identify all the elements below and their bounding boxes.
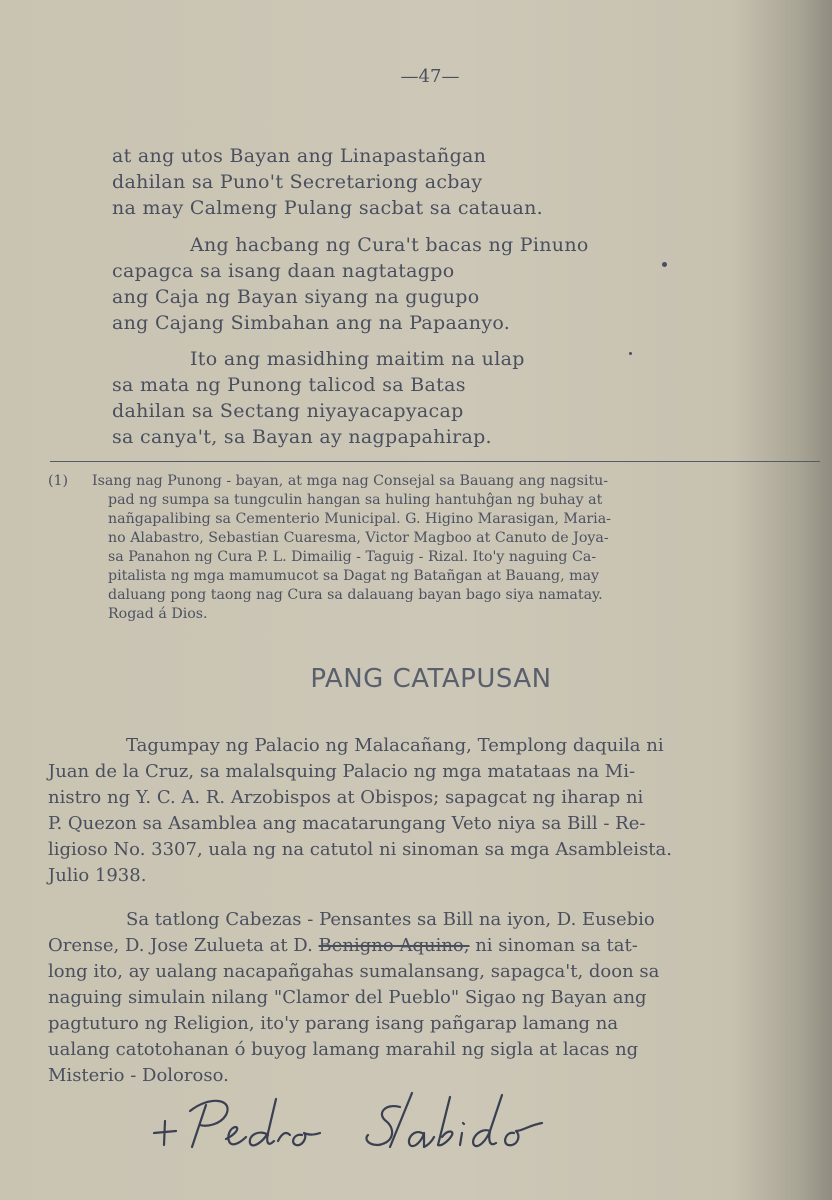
verse-line: dahilan sa Sectang niyayacapyacap [112, 400, 464, 422]
page-number: —47— [400, 66, 460, 87]
paragraph-line: Julio 1938. [48, 865, 147, 886]
footnote-line: pitalista ng mga mamumucot sa Dagat ng Batañgan at Bauang, may [108, 568, 600, 584]
paragraph-line: Tagumpay ng Palacio ng Malacañang, Templong daquila ni [126, 735, 664, 756]
stanza-3 [112, 346, 525, 450]
paragraph-line: Juan de la Cruz, sa malalsquing Palacio ng mga matataas na Mi- [48, 761, 636, 782]
ink-dot [662, 262, 667, 267]
ink-dot [629, 352, 632, 355]
paragraph-line: long ito, ay ualang nacapañgahas sumalansang, sapagca't, doon sa [48, 961, 660, 982]
verse-line: dahilan sa Puno't Secretariong acbay [112, 171, 483, 193]
footnote-divider [50, 461, 820, 462]
footnote-line: daluang pong taong nag Cura sa dalauang bayan bago siya namatay. [108, 587, 603, 603]
footnote-line: no Alabastro, Sebastian Cuaresma, Victor Magboo at Canuto de Joya- [108, 530, 609, 546]
section-heading: PANG CATAPUSAN [310, 664, 552, 694]
paragraph-line: Sa tatlong Cabezas - Pensantes sa Bill na iyon, D. Eusebio [126, 909, 655, 930]
paragraph-text: Orense, D. Jose Zulueta at D. [48, 935, 319, 956]
paragraph-line: naguing simulain nilang "Clamor del Pueblo" Sigao ng Bayan ang [48, 987, 647, 1008]
verse-line: at ang utos Bayan ang Linapastañgan [112, 145, 487, 167]
footnote-body [92, 472, 611, 624]
paragraph-line: P. Quezon sa Asamblea ang macatarungang Veto niya sa Bill - Re- [48, 813, 646, 834]
verse-line: sa canya't, sa Bayan ay nagpapahirap. [112, 426, 492, 448]
stanza-1 [112, 143, 543, 221]
paragraph-1 [48, 733, 820, 889]
footnote-line: Isang nag Punong - bayan, at mga nag Consejal sa Bauang ang nagsitu- [92, 473, 609, 489]
verse-line: sa mata ng Punong talicod sa Batas [112, 374, 466, 396]
verse-line: capagca sa isang daan nagtatagpo [112, 260, 455, 282]
footnote-line: nañgapalibing sa Cementerio Municipal. G. Higino Marasigan, Maria- [108, 511, 611, 527]
verse-line: ang Cajang Simbahan ang na Papaanyo. [112, 312, 511, 334]
struck-out-name: Benigno Aquino, [318, 935, 470, 956]
paragraph-line: pagtuturo ng Religion, ito'y parang isang pañgarap lamang na [48, 1013, 619, 1034]
paragraph-2 [48, 907, 820, 1089]
footnote-line: Rogad á Dios. [108, 606, 208, 622]
footnote-line: sa Panahon ng Cura P. L. Dimailig - Taguig - Rizal. Ito'y naguing Ca- [108, 549, 597, 565]
stanza-2 [112, 232, 589, 336]
footnote-line: pad ng sumpa sa tungculin hangan sa huling hantuhĝan ng buhay at [108, 492, 603, 508]
paragraph-line: nistro ng Y. C. A. R. Arzobispos at Obispos; sapagcat ng iharap ni [48, 787, 644, 808]
paragraph-text: ni sinoman sa tat- [469, 935, 638, 956]
verse-line: na may Calmeng Pulang sacbat sa catauan. [112, 197, 544, 219]
handwritten-signature [150, 1085, 650, 1165]
paragraph-line: Misterio - Doloroso. [48, 1065, 229, 1086]
paragraph-line: ualang catotohanan ó buyog lamang marahil ng sigla at lacas ng [48, 1039, 639, 1060]
paragraph-line [48, 933, 820, 959]
verse-line: Ito ang masidhing maitim na ulap [190, 348, 525, 370]
verse-line: ang Caja ng Bayan siyang na gugupo [112, 286, 480, 308]
verse-line: Ang hacbang ng Cura't bacas ng Pinuno [190, 234, 589, 256]
paragraph-line: ligioso No. 3307, uala ng na catutol ni sinoman sa mga Asambleista. [48, 839, 672, 860]
footnote-number: (1) [48, 473, 69, 489]
